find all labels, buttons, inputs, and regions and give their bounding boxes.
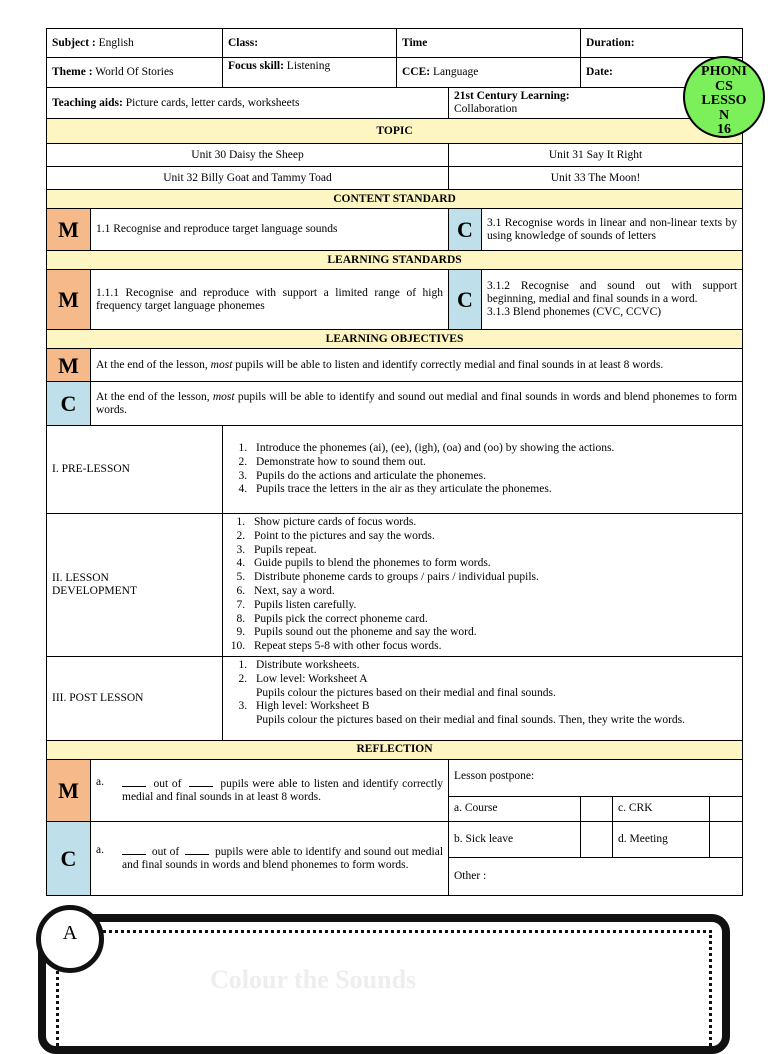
learning-standard-item: 3.1.2 Recognise and sound out with support beginning, medial and final sounds in a word. [487,280,738,305]
century-learning-value: Collaboration [454,103,518,115]
badge-line: 16 [717,122,731,137]
cce-value: Language [433,66,479,78]
c-level-marker: C [47,821,91,895]
time-label: Time [402,36,428,49]
objective-m-text: At the end of the lesson, most pupils will be able to listen and identify correctly medial and final sounds in at least 8 words. [91,349,743,382]
reflection-m-cell: a. out of pupils were able to listen and identify correctly medial and final sounds in at least 8 words. [91,759,449,821]
step-item: 9. Pupils sound out the phoneme and say the word. [248,626,737,640]
reflection-row-3 [47,821,743,857]
step-item: 3. Pupils do the actions and articulate the phonemes. [250,470,737,484]
pre-lesson-steps [223,426,743,514]
step-item: 1. Show picture cards of focus words. [248,516,737,530]
reflection-heading: REFLECTION [47,740,743,759]
badge-line: PHONI [701,64,747,79]
step-item: 7. Pupils listen carefully. [248,599,737,613]
step-item: 4. Pupils trace the letters in the air as they articulate the phonemes. [250,483,737,497]
class-cell [223,29,397,58]
topic-unit: Unit 33 The Moon! [449,167,743,190]
blank-line[interactable] [185,844,209,855]
step-item: 3. Pupils repeat. [248,544,737,558]
content-standard-c-text: 3.1 Recognise words in linear and non-linear texts by using knowledge of sounds of letters [482,209,743,251]
learning-standards-heading: LEARNING STANDARDS [47,251,743,270]
step-item: 5. Distribute phoneme cards to groups / pairs / individual pupils. [248,571,737,585]
header-row-2 [47,58,743,88]
blank-line[interactable] [122,776,146,787]
objective-c-row [47,382,743,426]
cce-label: CCE: [402,66,431,78]
step-item: 3. High level: Worksheet B Pupils colour the pictures based on their medial and final sounds. Then, they write the words. [250,700,737,728]
theme-cell [47,58,223,88]
lesson-plan-table [46,28,743,896]
theme-label: Theme : [52,66,93,78]
topic-unit: Unit 30 Daisy the Sheep [47,144,449,167]
postpone-checkbox-crk[interactable] [710,796,743,821]
duration-label: Duration: [586,36,635,49]
teaching-aids-value: Picture cards, letter cards, worksheets [125,96,300,109]
postpone-option-crk: c. CRK [613,796,710,821]
worksheet-letter-badge: A [36,905,104,973]
teaching-aids-label: Teaching aids: [52,96,123,109]
c-level-marker: C [47,382,91,426]
topic-row-1 [47,144,743,167]
objective-c-text: At the end of the lesson, most pupils will be able to identify and sound out medial and final sounds in words and blend phonemes to form words. [91,382,743,426]
learning-standards-row [47,270,743,330]
m-level-marker: M [47,270,91,330]
step-item: 1. Introduce the phonemes (ai), (ee), (igh), (oa) and (oo) by showing the actions. [250,442,737,456]
step-item: 2. Point to the pictures and say the words. [248,530,737,544]
subject-value: English [98,36,134,49]
pre-lesson-row [47,426,743,514]
duration-cell [581,29,743,58]
objective-m-row [47,349,743,382]
learning-standard-item: 3.1.3 Blend phonemes (CVC, CCVC) [487,306,662,318]
subject-cell [47,29,223,58]
date-label: Date: [586,66,613,78]
content-standard-heading: CONTENT STANDARD [47,190,743,209]
blank-line[interactable] [189,776,213,787]
reflection-c-cell: a. out of pupils were able to identify and sound out medial and final sounds in words and blend phonemes to form words. [91,821,449,895]
content-standard-m-text: 1.1 Recognise and reproduce target language sounds [91,209,449,251]
development-row [47,514,743,657]
objectives-heading: LEARNING OBJECTIVES [47,330,743,349]
step-item: 8. Pupils pick the correct phoneme card. [248,613,737,627]
step-item: 2. Demonstrate how to sound them out. [250,456,737,470]
badge-line: N [718,107,730,123]
topic-unit: Unit 31 Say It Right [449,144,743,167]
century-learning-label: 21st Century Learning: [454,90,570,102]
badge-line: CS [715,78,733,94]
postpone-option-sick-leave: b. Sick leave [449,821,581,857]
development-label: II. LESSON DEVELOPMENT [47,514,223,657]
step-item: 6. Next, say a word. [248,585,737,599]
step-item: 4. Guide pupils to blend the phonemes to form words. [248,557,737,571]
topic-unit: Unit 32 Billy Goat and Tammy Toad [47,167,449,190]
header-row-1 [47,29,743,58]
step-item: 2. Low level: Worksheet A Pupils colour the pictures based on their medial and final sounds. [250,673,737,701]
m-level-marker: M [47,349,91,382]
topic-heading: TOPIC [47,119,743,144]
subject-label: Subject : [52,36,96,49]
post-lesson-steps [223,656,743,740]
lesson-plan [46,28,742,896]
topic-row-2 [47,167,743,190]
development-steps [223,514,743,657]
postpone-option-meeting: d. Meeting [613,821,710,857]
post-lesson-label: III. POST LESSON [47,656,223,740]
focus-skill-label: Focus skill: [228,60,284,72]
lesson-postpone-label: Lesson postpone: [449,759,743,796]
reflection-row-1 [47,759,743,796]
post-lesson-row [47,656,743,740]
postpone-checkbox-meeting[interactable] [710,821,743,857]
step-item: 10. Repeat steps 5-8 with other focus words. [248,640,737,654]
focus-skill-value: Listening [286,60,331,72]
teaching-aids-cell [47,88,449,119]
m-level-marker: M [47,209,91,251]
c-level-marker: C [449,270,482,330]
pre-lesson-label: I. PRE-LESSON [47,426,223,514]
content-standard-row [47,209,743,251]
time-cell [397,29,581,58]
class-label: Class: [228,36,259,49]
learning-standards-c-text [482,270,743,330]
theme-value: World Of Stories [95,66,174,78]
postpone-option-course: a. Course [449,796,581,821]
header-row-3 [47,88,743,119]
phonics-lesson-badge [683,56,765,138]
learning-standards-m-text: 1.1.1 Recognise and reproduce with support a limited range of high frequency target language phonemes [91,270,449,330]
m-level-marker: M [47,759,91,821]
postpone-checkbox-sick-leave[interactable] [581,821,613,857]
c-level-marker: C [449,209,482,251]
step-item: 1. Distribute worksheets. [250,659,737,673]
postpone-checkbox-course[interactable] [581,796,613,821]
cce-cell [397,58,581,88]
badge-line: LESSO [701,93,747,108]
worksheet-faint-title: Colour the Sounds [210,965,417,994]
postpone-other: Other : [449,857,743,895]
blank-line[interactable] [122,844,146,855]
focus-skill-cell [223,58,397,88]
